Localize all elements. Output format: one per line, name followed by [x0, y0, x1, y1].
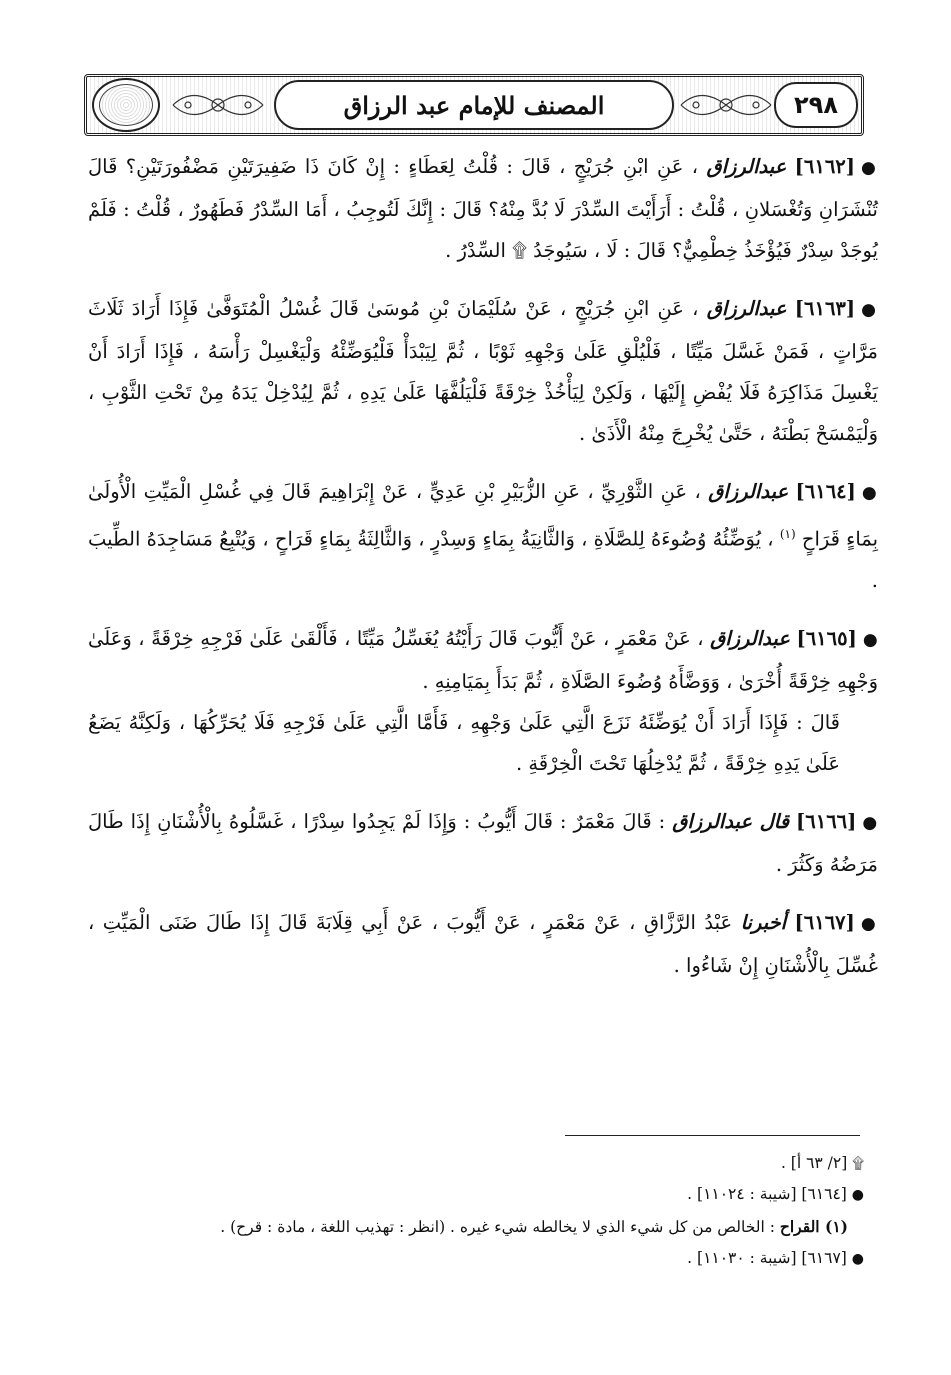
footnote-text: : الخالص من كل شيء الذي لا يخالطه شيء غيره . (انظر : تهذيب اللغة ، مادة : قرح) . [220, 1218, 775, 1236]
bullet-icon: ● [861, 300, 878, 320]
hadith-source: عبدالرزاق [706, 297, 787, 320]
bullet-icon: ● [861, 483, 878, 503]
hadith-number: [٦١٦٥] [796, 626, 857, 650]
hadith-6163 [88, 288, 878, 454]
bullet-icon: ● [860, 913, 878, 934]
footnote-6164-reference [88, 1179, 864, 1211]
hadith-6165 [88, 618, 878, 702]
hadith-source: أخبرنا [740, 910, 787, 934]
hadith-text: ، عَنْ مَعْمَرٍ ، عَنْ أَيُّوبَ قَالَ رَأَيْتُهُ يُغَسِّلُ مَيِّتًا ، فَأَلْقَىٰ عَلَىٰ فَرْجِهِ خِرْقَةً ، وَعَلَىٰ وَجْهِهِ خِرْقَةً أُخْرَىٰ ، وَوَضَّأَهُ وُضُوءَ الصَّلَاةِ ، ثُمَّ بَدَأَ بِمَيَامِنِهِ . [88, 626, 878, 693]
page-number-cartouche [774, 82, 858, 128]
footnote-6167-reference [88, 1243, 864, 1275]
bullet-icon: ● [862, 629, 878, 650]
page-header [84, 74, 864, 136]
hadith-6164 [88, 471, 878, 601]
hadith-text: عَبْدُ الرَّزَّاقِ ، عَنْ مَعْمَرٍ ، عَنْ أَيُّوبَ ، عَنْ أَبِي قِلَابَةَ قَالَ إِذَا طَالَ ضَنَى الْمَيِّتِ ، غُسِّلَ بِالْأُشْنَانِ إِنْ شَاءُوا . [88, 910, 878, 977]
hadith-text: ، عَنِ الثَّوْرِيِّ ، عَنِ الزُّبَيْرِ بْنِ عَدِيٍّ ، عَنْ إِبْرَاهِيمَ قَالَ فِي غُسْلِ الْمَيِّتِ الْأُولَىٰ بِمَاءٍ قَرَاحٍ [88, 480, 878, 551]
hadith-source: قال عبدالرزاق [672, 809, 790, 833]
hadith-source: عبدالرزاق [706, 155, 787, 178]
folio-marker-icon: ۩ [852, 1154, 864, 1172]
bullet-icon: ● [862, 812, 878, 833]
footnote-text: [٢/ ٦٣ أ] . [780, 1154, 848, 1172]
bullet-icon: ● [851, 1251, 864, 1267]
hadith-6166 [88, 801, 878, 885]
footnote-1-definition [88, 1211, 864, 1243]
book-seal-logo [92, 78, 160, 132]
hadith-number: [٦١٦٣] [794, 297, 856, 320]
hadith-number: [٦١٦٤] [795, 480, 856, 503]
book-title: المصنف للإمام عبد الرزاق [343, 90, 605, 120]
bullet-icon: ● [851, 1187, 864, 1203]
footnote-divider [565, 1135, 860, 1136]
hadith-source: عبدالرزاق [708, 480, 789, 503]
footnote-label: (١) القراح [779, 1217, 848, 1236]
bullet-icon: ● [861, 158, 879, 178]
footnote-manuscript-folio [88, 1148, 864, 1179]
header-ornament-left-icon [168, 84, 268, 126]
hadith-number: [٦١٦٧] [794, 910, 855, 934]
page-number: ٢٩٨ [794, 91, 838, 119]
footnote-reference: (١) [779, 527, 796, 541]
hadith-text: : قَالَ مَعْمَرٌ : قَالَ أَيُّوبُ : وَإِذَا لَمْ يَجِدُوا سِدْرًا ، غَسَّلُوهُ بِالْأُشْنَانِ إِذَا طَالَ مَرَضُهُ وَكَثُرَ . [88, 809, 878, 876]
header-ornament-right-icon [676, 84, 776, 126]
hadith-source: عبدالرزاق [710, 626, 790, 650]
main-text [88, 146, 878, 1003]
footnote-text: [٦١٦٤] [شيبة : ١١٠٢٤] . [687, 1185, 847, 1203]
hadith-number: [٦١٦٢] [794, 155, 856, 178]
hadith-text: ، عَنِ ابْنِ جُرَيْجٍ ، قَالَ : قُلْتُ لِعَطَاءٍ : إِنْ كَانَ ذَا ضَفِيرَتَيْنِ مَضْفُورَتَيْنِ؟ قَالَ تُنْشَرَانِ وَتُغْسَلانِ ، قُلْتُ : أَرَأَيْتَ السِّدْرَ لَا بُدَّ مِنْهُ؟ قَالَ : إِنَّكَ لَتُوجِبُ ، أَمَا السِّدْرُ فَطَهُورٌ ، قُلْتُ : فَلَمْ يُوجَدْ سِدْرٌ فَيُؤْخَذُ خِطْمِيٌّ؟ قَالَ : لَا ، سَيُوجَدُ ۩ السِّدْرُ . [88, 155, 878, 262]
hadith-6165-continuation: قَالَ : فَإِذَا أَرَادَ أَنْ يُوَضِّئَهُ نَزَعَ الَّتِي عَلَىٰ وَجْهِهِ ، فَأَمَّا الَّتِي عَلَىٰ فَرْجِهِ فَلَا يُحَرِّكُهَا ، وَلَكِنَّهُ يَضَعُ عَلَىٰ يَدِهِ خِرْقَةً ، ثُمَّ يُدْخِلُهَا تَحْتَ الْخِرْقَةِ . [88, 710, 840, 775]
hadith-6162 [88, 146, 878, 271]
seal-inner-icon [99, 84, 153, 126]
hadith-6167 [88, 902, 878, 986]
footnotes [88, 1148, 864, 1275]
header-title-cartouche [274, 80, 674, 130]
footnote-text: [٦١٦٧] [شيبة : ١١٠٣٠] . [687, 1249, 847, 1267]
hadith-text: ، عَنِ ابْنِ جُرَيْجٍ ، عَنْ سُلَيْمَانَ بْنِ مُوسَىٰ قَالَ غُسْلُ الْمُتَوَفَّىٰ فَإِذَا أَرَادَ ثَلَاثَ مَرَّاتٍ ، فَمَنْ غَسَّلَ مَيِّتًا ، فَلْيُلْقِ عَلَىٰ وَجْهِهِ ثَوْبًا ، ثُمَّ لِيَبْدَأْ فَلْيُوَضِّئْهُ وَلْيَغْسِلْ رَأْسَهُ ، فَإِذَا أَرَادَ أَنْ يَغْسِلَ مَذَاكِرَهُ فَلَا يُفْضِ إِلَيْهَا ، وَلَكِنْ لِيَأْخُذْ خِرْقَةً فَلْيَلُفَّهَا عَلَىٰ يَدِهِ ، ثُمَّ لِيُدْخِلْ يَدَهُ مِنْ تَحْتِ الثَّوْبِ ، وَلْيَمْسَحْ بَطْنَهُ ، حَتَّىٰ يُخْرِجَ مِنْهُ الْأَذَىٰ . [88, 297, 878, 445]
hadith-number: [٦١٦٦] [796, 809, 857, 833]
hadith-text-continued: ، يُوَضِّئُهُ وُضُوءَهُ لِلصَّلَاةِ ، وَالثَّانِيَةُ بِمَاءٍ وَسِدْرٍ ، وَالثَّالِثَةُ بِمَاءٍ قَرَاحٍ ، وَيُتْبِعُ مَسَاجِدَهُ الطِّيبَ . [88, 527, 878, 592]
